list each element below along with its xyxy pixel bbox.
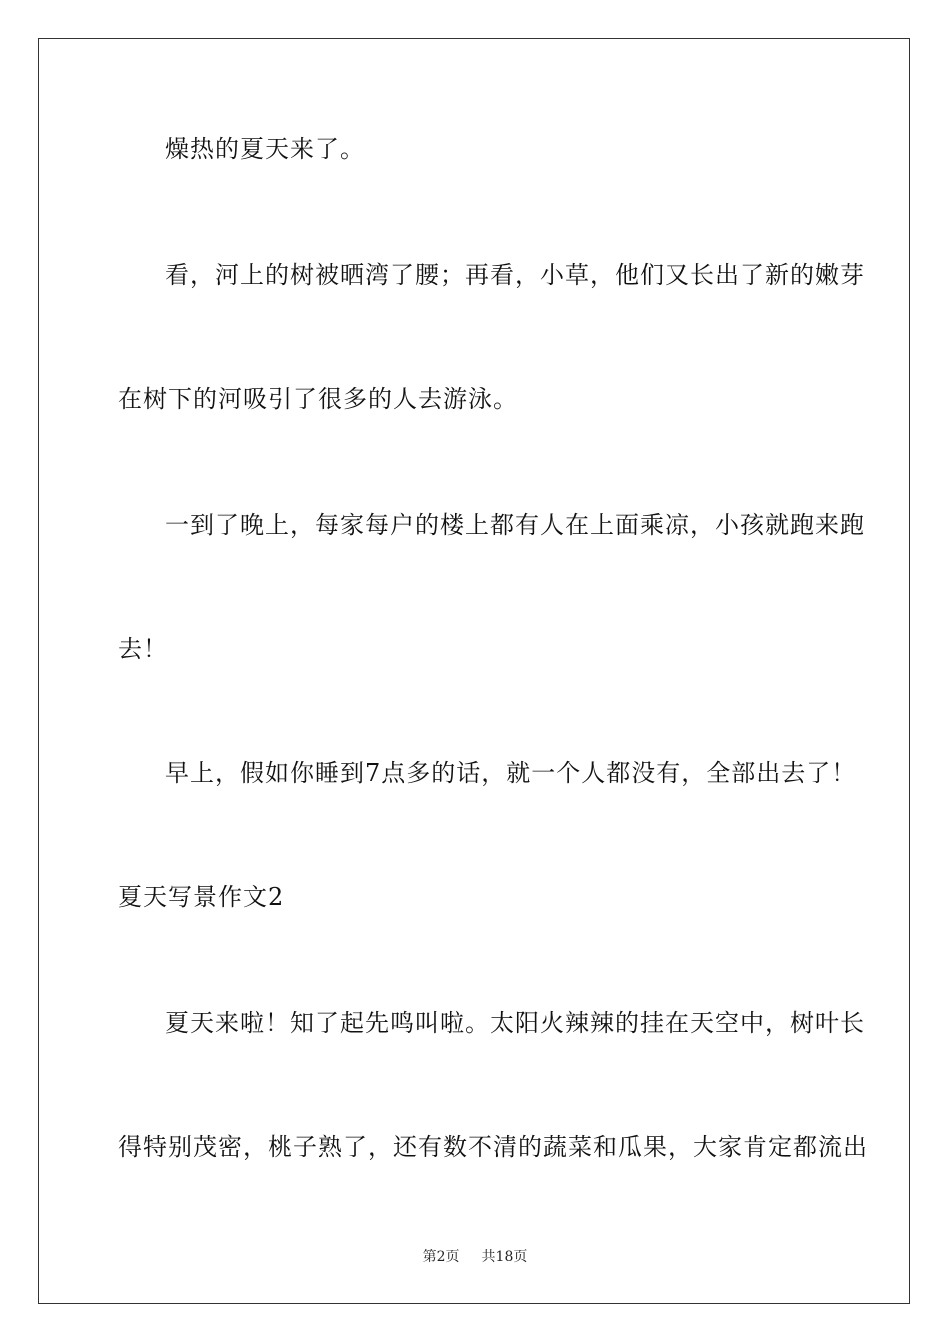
paragraph-line: 去！ <box>118 635 168 663</box>
page-frame <box>38 38 910 1304</box>
paragraph-line: 夏天来啦！知了起先鸣叫啦。太阳火辣辣的挂在天空中，树叶长 <box>165 1009 865 1037</box>
page-total: 共18页 <box>481 1249 528 1265</box>
paragraph-line: 燥热的夏天来了。 <box>165 135 365 163</box>
paragraph-line: 早上，假如你睡到7点多的话，就一个人都没有，全部出去了！ <box>165 759 857 787</box>
page-number: 第2页 <box>422 1249 460 1265</box>
paragraph-line: 在树下的河吸引了很多的人去游泳。 <box>118 385 518 413</box>
paragraph-line: 得特别茂密，桃子熟了，还有数不清的蔬菜和瓜果，大家肯定都流出 <box>118 1133 868 1161</box>
section-heading: 夏天写景作文2 <box>118 883 285 911</box>
page-footer <box>0 1248 950 1266</box>
paragraph-line: 看，河上的树被晒湾了腰；再看，小草，他们又长出了新的嫩芽 <box>165 261 865 289</box>
paragraph-line: 一到了晚上，每家每户的楼上都有人在上面乘凉，小孩就跑来跑 <box>165 511 865 539</box>
